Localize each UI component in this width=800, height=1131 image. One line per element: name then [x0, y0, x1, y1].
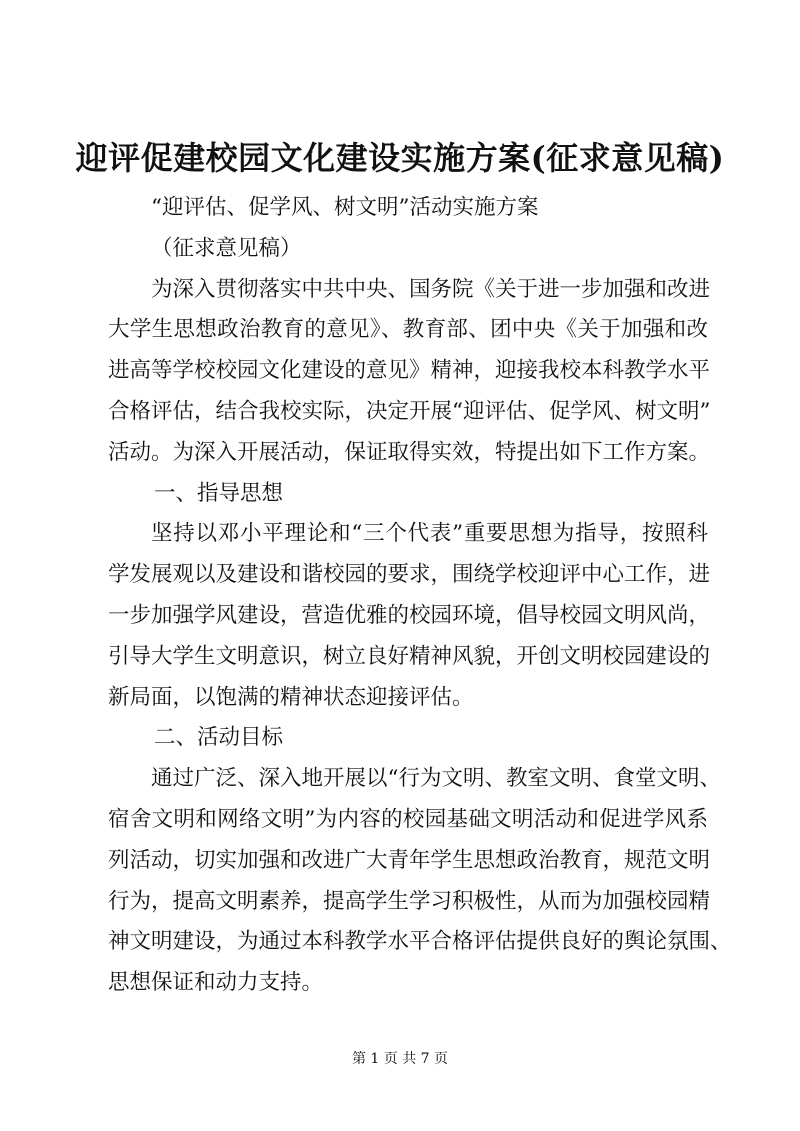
guiding-thought-paragraph — [108, 514, 711, 718]
paragraph-line: 一步加强学风建设，营造优雅的校园环境，倡导校园文明风尚， — [108, 602, 711, 628]
paragraph-line: 为深入贯彻落实中共中央、国务院《关于进一步加强和改进 — [151, 276, 711, 302]
paragraph-line: 大学生思想政治教育的意见》、教育部、团中央《关于加强和改 — [108, 317, 708, 343]
paragraph-line: 坚持以邓小平理论和“三个代表”重要思想为指导，按照科 — [151, 521, 708, 547]
paragraph-line: 学发展观以及建设和谐校园的要求，围绕学校迎评中心工作，进 — [108, 562, 711, 588]
paragraph-line: 列活动，切实加强和改进广大青年学生思想政治教育，规范文明 — [108, 847, 711, 873]
paragraph-line: 活动。为深入开展活动，保证取得实效，特提出如下工作方案。 — [108, 439, 711, 465]
paragraph-line: 神文明建设，为通过本科教学水平合格评估提供良好的舆论氛围、 — [108, 929, 732, 955]
paragraph-line: 通过广泛、深入地开展以“行为文明、教室文明、食堂文明、 — [151, 766, 721, 792]
draft-note: （征求意见稿） — [151, 235, 302, 261]
document-body — [108, 188, 732, 1004]
paragraph-line: 合格评估，结合我校实际，决定开展“迎评估、促学风、树文明” — [108, 398, 711, 424]
paragraph-line: 进高等学校校园文化建设的意见》精神，迎接我校本科教学水平 — [108, 358, 711, 384]
activity-goals-paragraph — [108, 759, 732, 1004]
paragraph-line: 行为，提高文明素养，提高学生学习积极性，从而为加强校园精 — [108, 888, 711, 914]
section-heading-activity-goals: 二、活动目标 — [154, 725, 284, 751]
section-heading-guiding-thought: 一、指导思想 — [154, 480, 284, 506]
intro-paragraph — [108, 270, 711, 474]
paragraph-line: 思想保证和动力支持。 — [108, 970, 324, 996]
paragraph-line: 引导大学生文明意识，树立良好精神风貌，开创文明校园建设的 — [108, 643, 711, 669]
subtitle: “迎评估、促学风、树文明”活动实施方案 — [151, 195, 539, 220]
paragraph-line: 新局面，以饱满的精神状态迎接评估。 — [108, 684, 474, 710]
paragraph-line: 宿舍文明和网络文明”为内容的校园基础文明活动和促进学风系 — [108, 806, 708, 832]
page-footer: 第 1 页 共 7 页 — [351, 1051, 449, 1067]
document-title: 迎评促建校园文化建设实施方案(征求意见稿) — [75, 139, 725, 177]
